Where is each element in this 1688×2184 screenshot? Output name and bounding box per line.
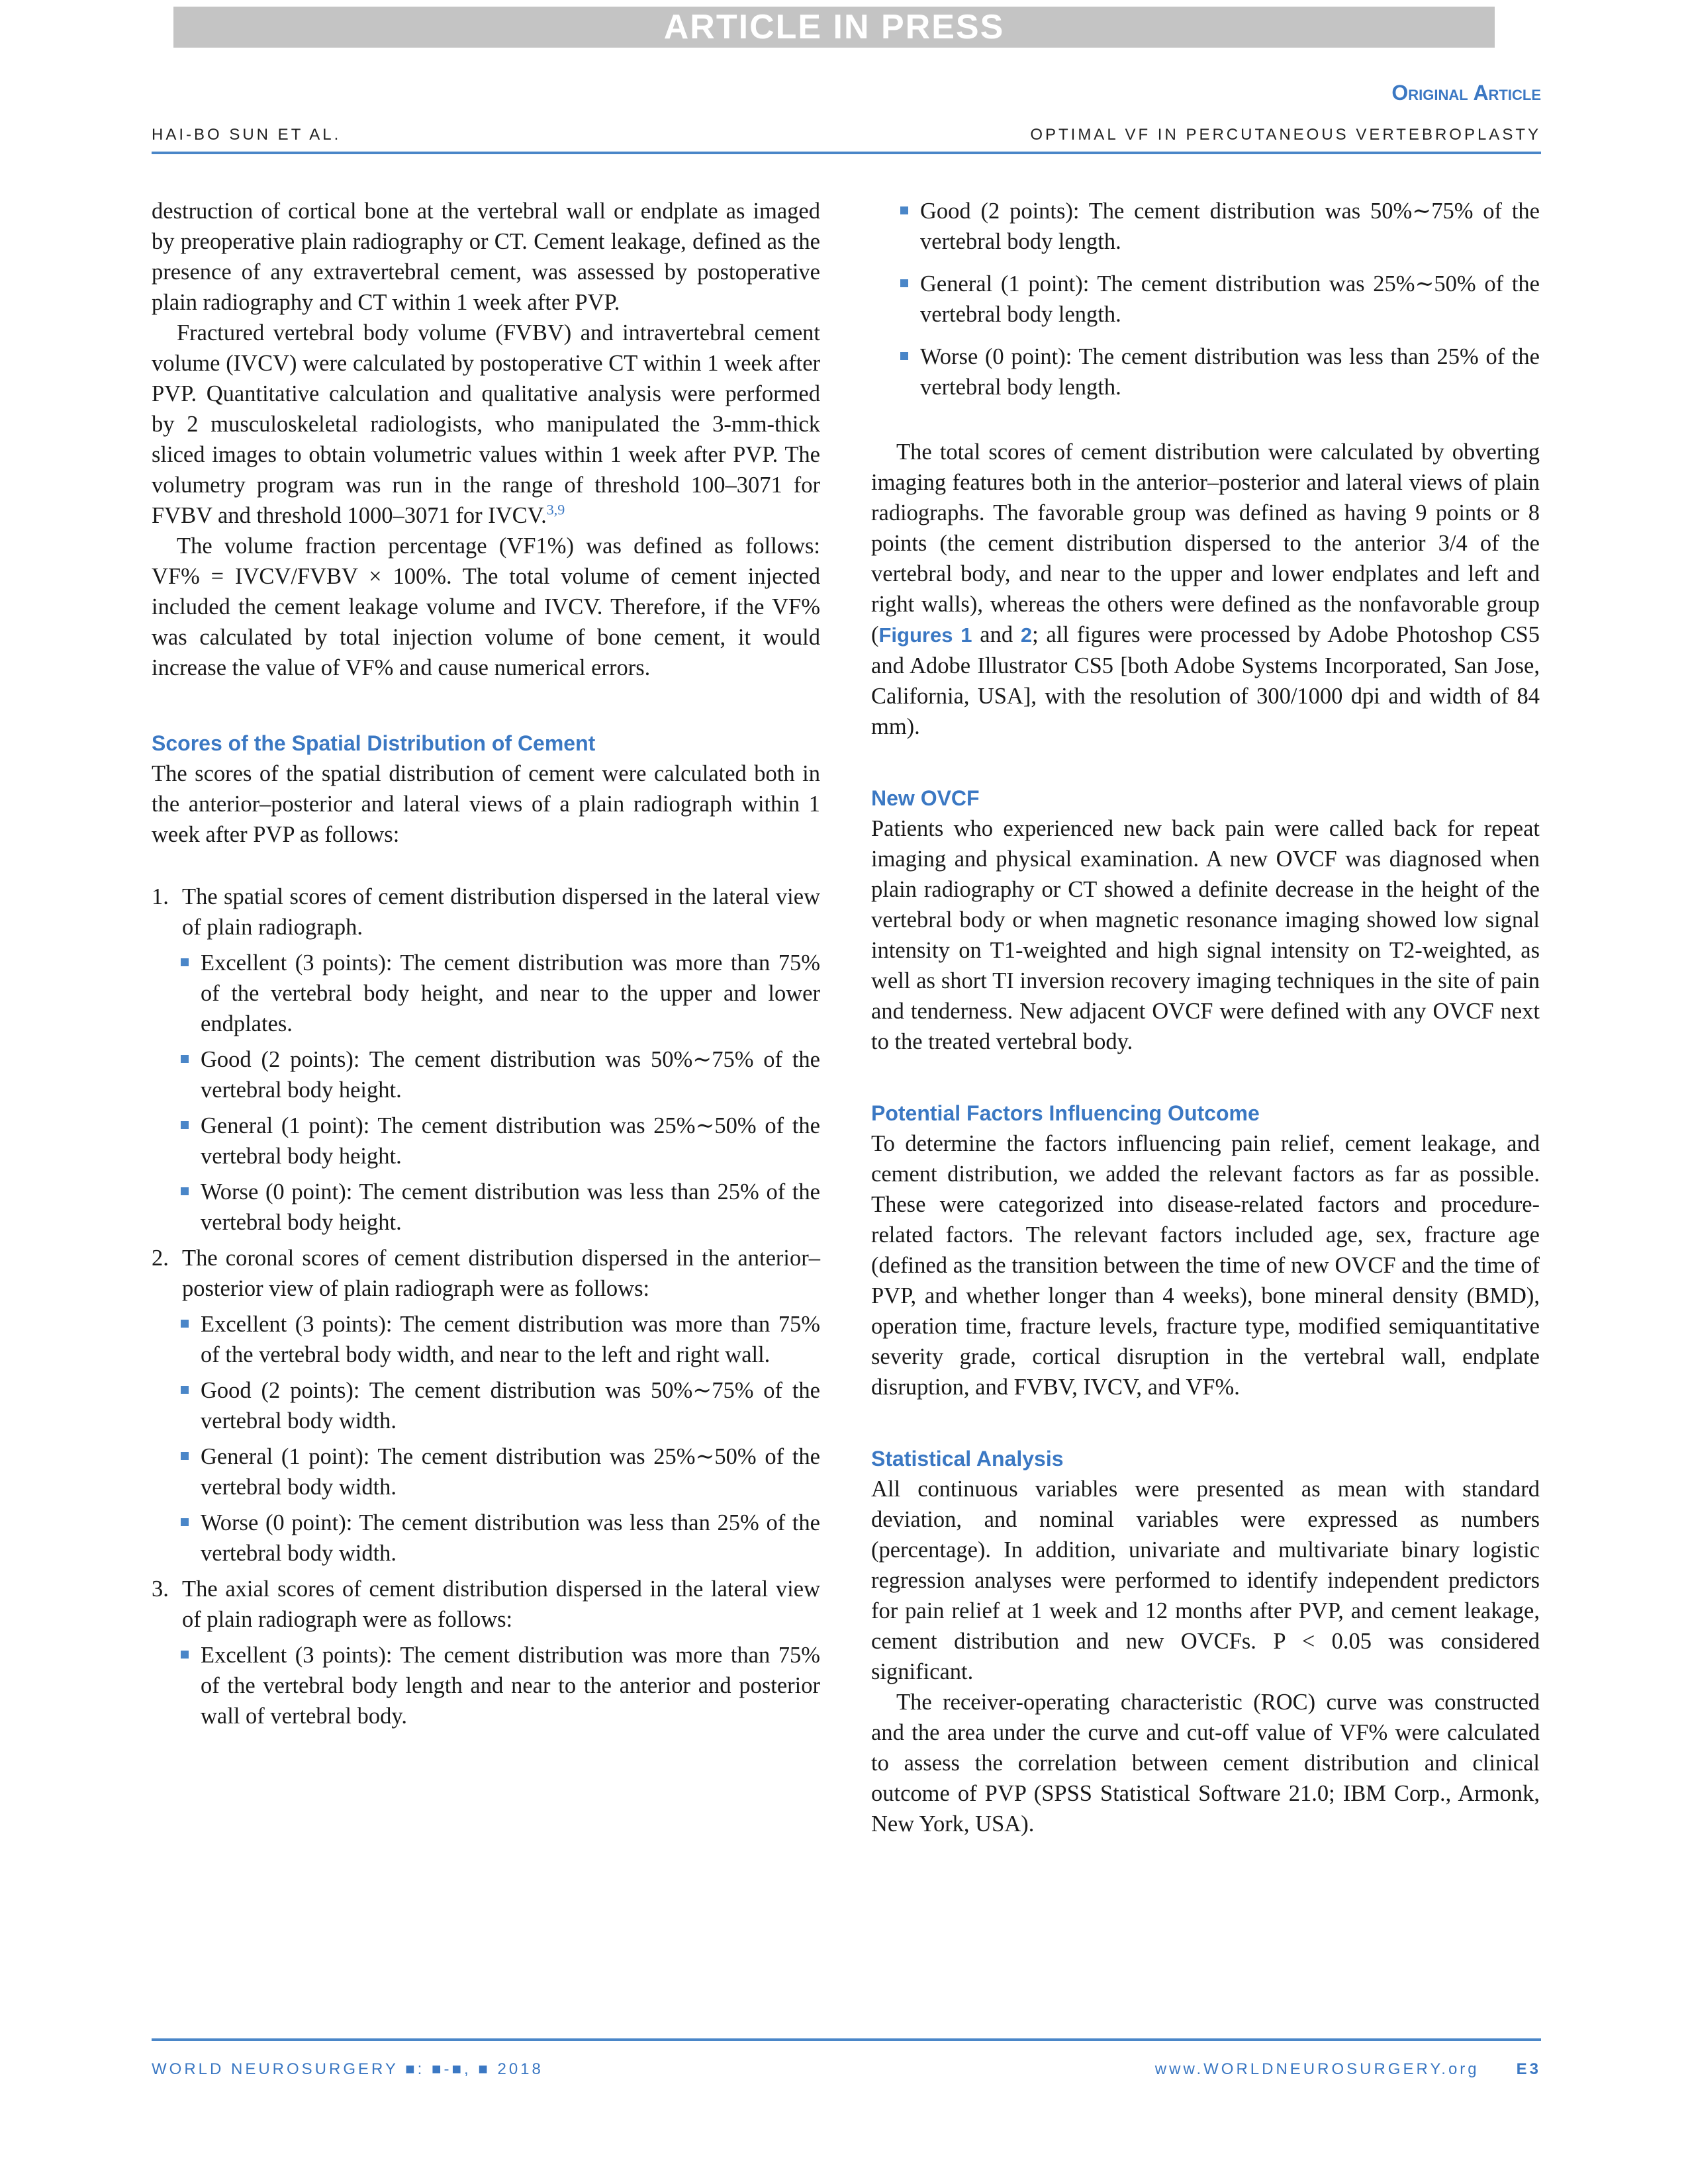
list-text: The coronal scores of cement distribution dispersed in the anterior–posterior view of plain radiograph were as follows: bbox=[182, 1246, 820, 1301]
bullet-square-icon bbox=[900, 279, 908, 287]
figure-link[interactable]: 2 bbox=[1020, 623, 1033, 647]
paragraph: Patients who experienced new back pain were called back for repeat imaging and physical examination. A new OVCF was diagnosed when plain radiography or CT showed a definite decrease in the height of the vertebral body or when magnetic resonance imaging showed low signal intensity on T1-weighted and high signal intensity on T2-weighted, as well as short TI inversion recovery imaging techniques in the site of pain and tenderness. New adjacent OVCF were defined with any OVCF next to the treated vertebral body. bbox=[871, 816, 1540, 1054]
bullet-square-icon bbox=[181, 1320, 189, 1328]
bullet-item: Worse (0 point): The cement distribution was less than 25% of the vertebral body height. bbox=[181, 1177, 820, 1238]
bullet-square-icon bbox=[181, 1055, 189, 1063]
bullet-item: Good (2 points): The cement distribution was 50%∼75% of the vertebral body height. bbox=[181, 1044, 820, 1105]
bullet-item: Excellent (3 points): The cement distribution was more than 75% of the vertebral body length and near to the anterior and posterior wall of vertebral body. bbox=[181, 1640, 820, 1731]
list-text: The spatial scores of cement distribution dispersed in the lateral view of plain radiograph. bbox=[182, 884, 820, 940]
list-number: 3. bbox=[152, 1576, 169, 1602]
page-number: E3 bbox=[1516, 2060, 1541, 2078]
bullet-square-icon bbox=[181, 1452, 189, 1460]
journal-url-link[interactable]: www.WORLDNEUROSURGERY.org bbox=[1154, 2060, 1479, 2078]
section-label: Original Article bbox=[1391, 81, 1541, 105]
bullet-item: General (1 point): The cement distribution was 25%∼50% of the vertebral body height. bbox=[181, 1111, 820, 1171]
bullet-square-icon bbox=[181, 1187, 189, 1195]
citation-link[interactable]: 3,9 bbox=[546, 501, 565, 518]
footer-rule bbox=[152, 2038, 1541, 2041]
running-head-authors: HAI-BO SUN ET AL. bbox=[152, 126, 342, 144]
list-text: The axial scores of cement distribution dispersed in the lateral view of plain radiograph were as follows: bbox=[182, 1576, 820, 1632]
right-column bbox=[871, 196, 1540, 1839]
running-head-title: OPTIMAL VF IN PERCUTANEOUS VERTEBROPLASTY bbox=[1030, 126, 1541, 144]
section-heading: Statistical Analysis bbox=[871, 1447, 1064, 1471]
numbered-list bbox=[152, 882, 820, 1731]
paragraph: Fractured vertebral body volume (FVBV) and intravertebral cement volume (IVCV) were calculated by postoperative CT within 1 week after PVP. Quantitative calculation and qualitative analysis were performed by 2 musculoskeletal radiologists, who manipulated the 3-mm-thick sliced images to obtain volumetric values within 1 week after PVP. The volumetry program was run in the range of threshold 100–3071 for FVBV and threshold 1000–3071 for IVCV.$^{3,9}$ bbox=[152, 320, 820, 528]
list-number: 2. bbox=[152, 1246, 169, 1271]
section-heading: New OVCF bbox=[871, 786, 980, 810]
bullet-square-icon bbox=[181, 1651, 189, 1659]
left-column bbox=[152, 196, 820, 1731]
paragraph: The volume fraction percentage (VF1%) was defined as follows: VF% = IVCV/FVBV × 100%. The total volume of cement injected included the cement leakage volume and IVCV. Therefore, if the VF% was calculated by total injection volume of bone cement, it would increase the value of VF% and cause numerical errors. bbox=[152, 533, 820, 680]
paragraph: To determine the factors influencing pain relief, cement leakage, and cement distribution, we added the relevant factors as far as possible. These were categorized into disease-related factors and procedure-related factors. The relevant factors included age, sex, fracture age (defined as the transition between the time of new OVCF and the time of PVP, and whether longer than 4 weeks), bone mineral density (BMD), operation time, fracture levels, fracture type, modified semiquantitative severity grade, cortical disruption in the vertebral wall, endplate disruption, and FVBV, IVCV, and VF%. bbox=[871, 1131, 1540, 1400]
bullet-square-icon bbox=[181, 1518, 189, 1526]
paragraph: The scores of the spatial distribution of cement were calculated both in the anterior–posterior and lateral views of a plain radiograph within 1 week after PVP as follows: bbox=[152, 761, 820, 847]
paragraph: destruction of cortical bone at the vertebral wall or endplate as imaged by preoperative plain radiography or CT. Cement leakage, defined as the presence of any extravertebral cement, was assessed by postoperative plain radiography and CT within 1 week after PVP. bbox=[152, 199, 820, 315]
bullet-item: General (1 point): The cement distribution was 25%∼50% of the vertebral body width. bbox=[181, 1441, 820, 1502]
bullet-item: General (1 point): The cement distribution was 25%∼50% of the vertebral body length. bbox=[900, 269, 1540, 330]
paragraph: All continuous variables were presented as mean with standard deviation, and nominal variables were expressed as numbers (percentage). In addition, univariate and multivariate binary logistic regression analyses were performed to identify independent predictors for pain relief at 1 week and 12 months after PVP, and cement leakage, cement distribution and new OVCFs. P < 0.05 was considered significant. bbox=[871, 1477, 1540, 1684]
bullet-item: Good (2 points): The cement distribution was 50%∼75% of the vertebral body width. bbox=[181, 1375, 820, 1436]
bullet-square-icon bbox=[181, 1386, 189, 1394]
bullet-item: Excellent (3 points): The cement distribution was more than 75% of the vertebral body height, and near to the upper and lower endplates. bbox=[181, 948, 820, 1039]
list-item bbox=[152, 1574, 820, 1635]
section-heading: Potential Factors Influencing Outcome bbox=[871, 1101, 1260, 1125]
bullet-square-icon bbox=[900, 206, 908, 214]
figure-link[interactable]: Figures 1 bbox=[878, 623, 972, 647]
footer-journal: WORLD NEUROSURGERY ■: ■-■, ■ 2018 bbox=[152, 2060, 543, 2078]
footer-right bbox=[1155, 2060, 1541, 2079]
bullet-square-icon bbox=[900, 352, 908, 360]
section-heading: Scores of the Spatial Distribution of Cement bbox=[152, 731, 596, 755]
bullet-square-icon bbox=[181, 958, 189, 966]
bullet-item: Worse (0 point): The cement distribution was less than 25% of the vertebral body length. bbox=[900, 341, 1540, 402]
bullet-item: Good (2 points): The cement distribution was 50%∼75% of the vertebral body length. bbox=[900, 196, 1540, 257]
bullet-item: Worse (0 point): The cement distribution was less than 25% of the vertebral body width. bbox=[181, 1508, 820, 1569]
bullet-square-icon bbox=[181, 1121, 189, 1129]
list-number: 1. bbox=[152, 884, 169, 909]
header-rule bbox=[152, 152, 1541, 154]
list-item bbox=[152, 882, 820, 942]
paragraph: The total scores of cement distribution were calculated by obverting imaging features both in the anterior–posterior and lateral views of plain radiographs. The favorable group was defined as having 9 points or 8 points (the cement distribution dispersed to the anterior 3/4 of the vertebral body, and near to the upper and lower endplates and left and right walls), whereas the others were defined as the nonfavorable group (Figures 1 and 2; all figures were processed by Adobe Photoshop CS5 and Adobe Illustrator CS5 [both Adobe Systems Incorporated, San Jose, California, USA], with the resolution of 300/1000 dpi and width of 84 mm). bbox=[871, 439, 1540, 739]
list-item bbox=[152, 1243, 820, 1304]
bullet-item: Excellent (3 points): The cement distribution was more than 75% of the vertebral body width, and near to the left and right wall. bbox=[181, 1309, 820, 1370]
article-in-press-banner: ARTICLE IN PRESS bbox=[173, 7, 1495, 48]
paragraph: The receiver-operating characteristic (ROC) curve was constructed and the area under the curve and cut-off value of VF% were calculated to assess the correlation between cement distribution and clinical outcome of PVP (SPSS Statistical Software 21.0; IBM Corp., Armonk, New York, USA). bbox=[871, 1690, 1540, 1837]
